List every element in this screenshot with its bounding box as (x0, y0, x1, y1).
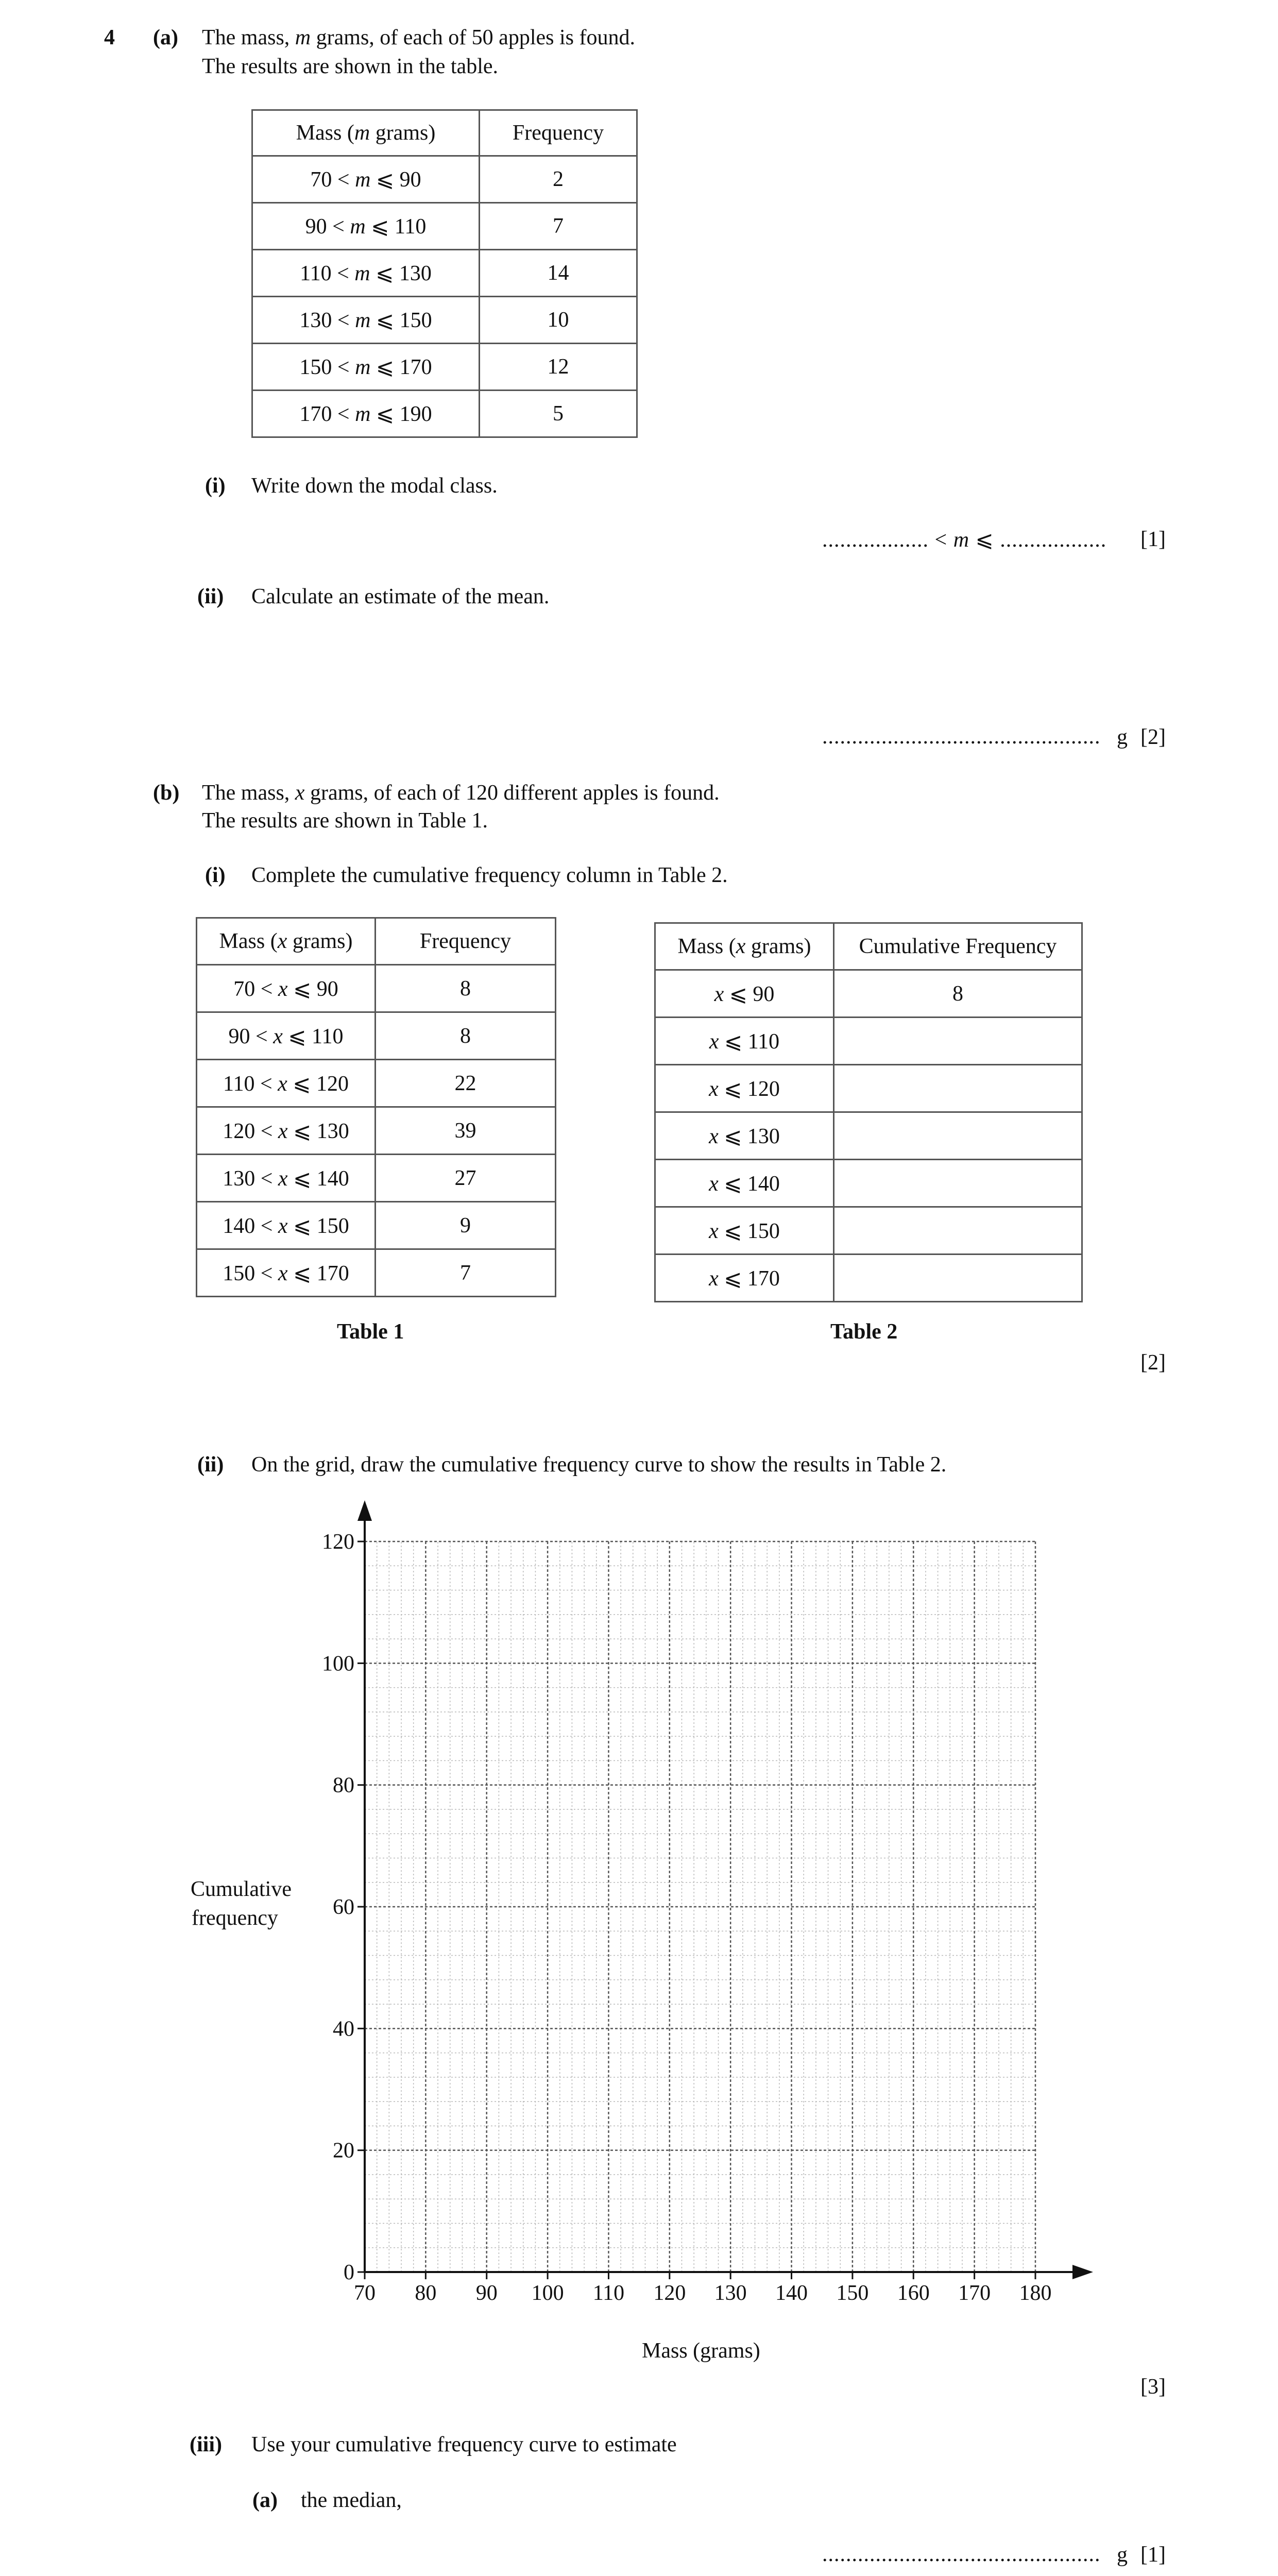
table-row (655, 1255, 1082, 1302)
x-tick-label: 100 (531, 2281, 564, 2305)
table-row (197, 1060, 556, 1107)
table-2-caption: Table 2 (830, 1320, 898, 1344)
x-tick-label: 110 (592, 2281, 625, 2305)
table-row (252, 297, 637, 344)
x-tick-label: 120 (653, 2281, 686, 2305)
table-row (252, 156, 637, 203)
x-tick-label: 150 (836, 2281, 869, 2305)
table-1-header-mass: Mass (x grams) (197, 918, 376, 965)
median-answer-unit: g (1117, 2543, 1128, 2567)
y-tick-label: 100 (322, 1652, 354, 1676)
part-b-ii-label: (ii) (197, 1453, 224, 1477)
part-a-ii-marks: [2] (1140, 725, 1166, 749)
table-1-frequency-cell: 9 (376, 1202, 556, 1249)
part-b-iii-a-label: (a) (252, 2488, 278, 2512)
mean-answer-unit: g (1117, 725, 1128, 749)
x-tick-label: 130 (714, 2281, 747, 2305)
table-a-mass-cell: 110 < m ⩽ 130 (252, 250, 480, 297)
question-number: 4 (104, 26, 115, 49)
table-1-frequency-cell: 27 (376, 1155, 556, 1202)
part-a-ii-text: Calculate an estimate of the mean. (251, 585, 550, 608)
table-2-mass-cell: x ⩽ 130 (655, 1112, 834, 1160)
axis-ticks (357, 1541, 1035, 2279)
table-2-mass-cell: x ⩽ 150 (655, 1207, 834, 1255)
part-b-iii-a-marks: [1] (1140, 2543, 1166, 2567)
table-2-header-cumfreq: Cumulative Frequency (834, 923, 1082, 970)
table-row (197, 1155, 556, 1202)
table-a-header-mass: Mass (m grams) (252, 110, 480, 156)
y-tick-label: 20 (333, 2139, 354, 2163)
table-row (197, 1249, 556, 1297)
part-a-intro-line2: The results are shown in the table. (202, 55, 498, 78)
table-1-frequency-cell: 39 (376, 1107, 556, 1155)
mean-answer-line[interactable]: ............................................... (822, 725, 1101, 749)
x-axis-arrow-icon (1072, 2265, 1093, 2279)
y-tick-label: 0 (344, 2261, 354, 2284)
table-a-mass-cell: 90 < m ⩽ 110 (252, 203, 480, 250)
table-row (655, 1160, 1082, 1207)
y-tick-label: 40 (333, 2017, 354, 2041)
table-row (655, 1112, 1082, 1160)
table-2-cumfreq-cell[interactable] (834, 1207, 1082, 1255)
part-b-iii-text: Use your cumulative frequency curve to estimate (251, 2433, 677, 2456)
table-2-mass-cell: x ⩽ 120 (655, 1065, 834, 1112)
table-a-frequency-cell: 5 (480, 391, 637, 437)
table-row (197, 965, 556, 1012)
part-b-i-text: Complete the cumulative frequency column in Table 2. (251, 863, 728, 887)
table-2-cumfreq-cell[interactable] (834, 1018, 1082, 1065)
table-2-mass-cell: x ⩽ 140 (655, 1160, 834, 1207)
table-2-cumfreq-cell: 8 (834, 970, 1082, 1018)
table-row (655, 970, 1082, 1018)
table-a-header-frequency: Frequency (480, 110, 637, 156)
table-1-frequency-cell: 7 (376, 1249, 556, 1297)
table-1-mass-cell: 110 < x ⩽ 120 (197, 1060, 376, 1107)
y-axis-arrow-icon (357, 1500, 372, 1521)
y-axis-title-line2: frequency (192, 1906, 278, 1930)
table-2-cumfreq-cell[interactable] (834, 1112, 1082, 1160)
part-a-i-marks: [1] (1140, 528, 1166, 551)
part-a-ii-label: (ii) (197, 585, 224, 608)
table-row (252, 203, 637, 250)
table-2 (654, 922, 1083, 1302)
part-b-label: (b) (153, 781, 180, 805)
part-b-iii-a-text: the median, (301, 2488, 402, 2512)
y-tick-label: 60 (333, 1895, 354, 1919)
table-a-mass-cell: 150 < m ⩽ 170 (252, 344, 480, 391)
y-tick-label: 120 (322, 1530, 354, 1554)
axes (357, 1500, 1093, 2279)
table-1-header-frequency: Frequency (376, 918, 556, 965)
apple-mass-table-a (251, 109, 638, 438)
part-a-intro-line1: The mass, m grams, of each of 50 apples is found. (202, 26, 635, 49)
x-tick-label: 80 (415, 2281, 437, 2305)
table-row (655, 1018, 1082, 1065)
x-tick-label: 170 (958, 2281, 991, 2305)
table-1-mass-cell: 120 < x ⩽ 130 (197, 1107, 376, 1155)
part-b-i-label: (i) (205, 863, 226, 887)
y-axis-title-line1: Cumulative (191, 1877, 292, 1901)
table-1-mass-cell: 150 < x ⩽ 170 (197, 1249, 376, 1297)
table-1-caption: Table 1 (337, 1320, 404, 1344)
table-2-cumfreq-cell[interactable] (834, 1160, 1082, 1207)
table-2-header-mass: Mass (x grams) (655, 923, 834, 970)
part-b-i-marks: [2] (1140, 1351, 1166, 1375)
y-tick-label: 80 (333, 1773, 354, 1798)
table-1-mass-cell: 140 < x ⩽ 150 (197, 1202, 376, 1249)
table-a-mass-cell: 130 < m ⩽ 150 (252, 297, 480, 344)
table-2-cumfreq-cell[interactable] (834, 1065, 1082, 1112)
x-axis-title: Mass (grams) (642, 2339, 760, 2363)
cumulative-frequency-grid[interactable] (0, 1484, 1278, 2380)
table-1-mass-cell: 70 < x ⩽ 90 (197, 965, 376, 1012)
table-1-mass-cell: 130 < x ⩽ 140 (197, 1155, 376, 1202)
part-b-intro-line1: The mass, x grams, of each of 120 different apples is found. (202, 781, 720, 805)
table-2-mass-cell: x ⩽ 90 (655, 970, 834, 1018)
table-row (197, 1202, 556, 1249)
table-a-frequency-cell: 7 (480, 203, 637, 250)
table-2-mass-cell: x ⩽ 110 (655, 1018, 834, 1065)
table-a-frequency-cell: 10 (480, 297, 637, 344)
median-answer-line[interactable]: ............................................... (822, 2543, 1101, 2566)
table-row (655, 1065, 1082, 1112)
part-b-ii-marks: [3] (1140, 2375, 1166, 2399)
x-tick-label: 160 (897, 2281, 930, 2305)
table-1 (196, 917, 556, 1297)
table-row (655, 1207, 1082, 1255)
table-row (197, 1012, 556, 1060)
table-1-frequency-cell: 8 (376, 1012, 556, 1060)
table-row (197, 1107, 556, 1155)
x-tick-label: 180 (1019, 2281, 1052, 2305)
part-a-i-text: Write down the modal class. (251, 474, 498, 498)
part-a-i-label: (i) (205, 474, 226, 498)
tick-labels (322, 1530, 1052, 2305)
table-1-frequency-cell: 22 (376, 1060, 556, 1107)
x-tick-label: 70 (354, 2281, 376, 2305)
table-2-mass-cell: x ⩽ 170 (655, 1255, 834, 1302)
table-a-frequency-cell: 2 (480, 156, 637, 203)
table-a-frequency-cell: 14 (480, 250, 637, 297)
table-row (252, 344, 637, 391)
x-tick-label: 140 (775, 2281, 808, 2305)
table-1-mass-cell: 90 < x ⩽ 110 (197, 1012, 376, 1060)
table-row (252, 250, 637, 297)
table-a-mass-cell: 70 < m ⩽ 90 (252, 156, 480, 203)
table-1-frequency-cell: 8 (376, 965, 556, 1012)
table-row (252, 391, 637, 437)
x-tick-label: 90 (475, 2281, 498, 2305)
part-b-ii-text: On the grid, draw the cumulative frequency curve to show the results in Table 2. (251, 1453, 947, 1477)
part-b-iii-label: (iii) (190, 2433, 222, 2456)
part-a-label: (a) (153, 26, 178, 49)
table-a-mass-cell: 170 < m ⩽ 190 (252, 391, 480, 437)
table-a-frequency-cell: 12 (480, 344, 637, 391)
table-2-cumfreq-cell[interactable] (834, 1255, 1082, 1302)
modal-class-answer-line[interactable]: .................. < m ⩽ .................. (822, 528, 1107, 552)
part-b-intro-line2: The results are shown in Table 1. (202, 809, 488, 833)
major-gridlines (365, 1541, 1035, 2272)
